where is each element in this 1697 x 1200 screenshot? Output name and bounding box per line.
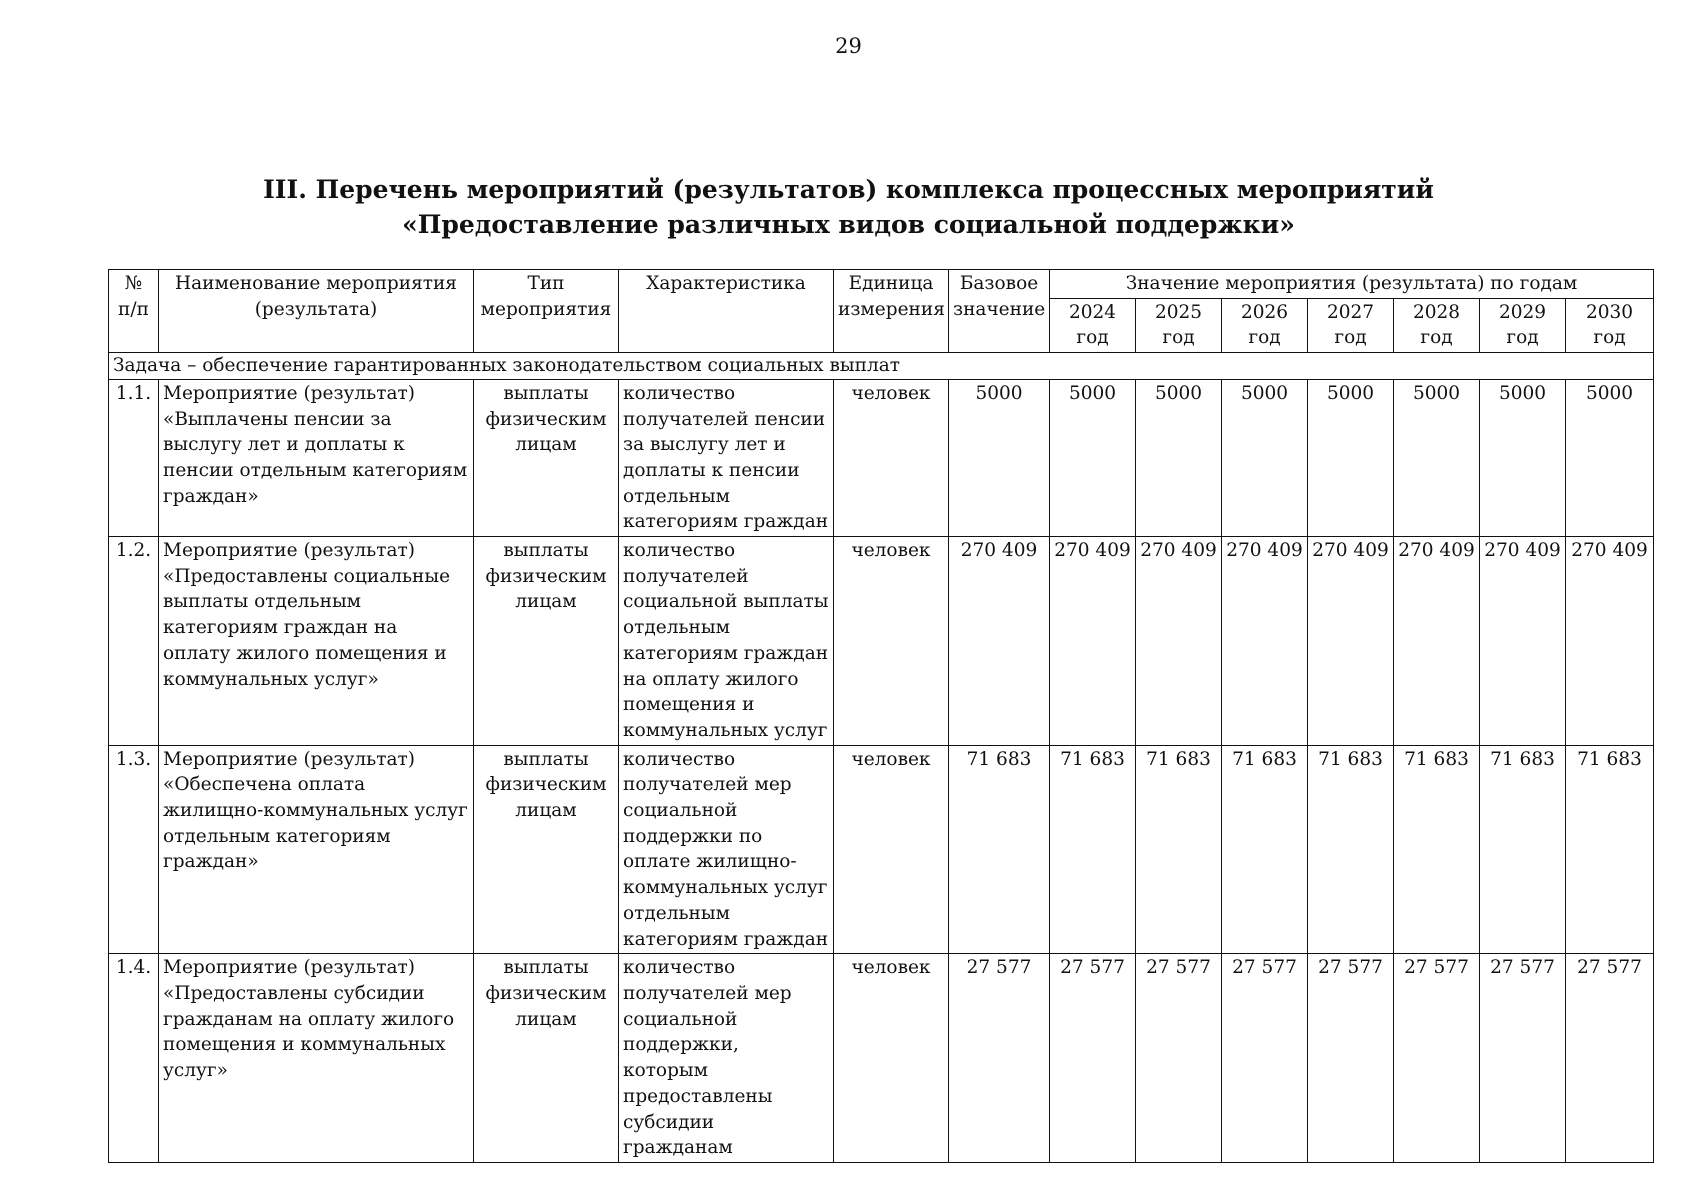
row-value-2025: 270 409 xyxy=(1136,537,1222,746)
row-value-2025: 27 577 xyxy=(1136,954,1222,1163)
row-value-2030: 5000 xyxy=(1566,379,1654,536)
row-value-2027: 71 683 xyxy=(1308,745,1394,954)
row-value-2028: 27 577 xyxy=(1394,954,1480,1163)
row-type: выплаты физическим лицам xyxy=(474,745,619,954)
row-num: 1.2. xyxy=(109,537,159,746)
row-name: Мероприятие (результат) «Предоставлены субсидии гражданам на оплату жилого помещения и коммунальных услуг» xyxy=(159,954,474,1163)
row-value-2026: 71 683 xyxy=(1222,745,1308,954)
title-line-1: III. Перечень мероприятий (результатов) комплекса процессных мероприятий xyxy=(263,175,1434,204)
header-type: Тип мероприятия xyxy=(474,270,619,353)
row-num: 1.1. xyxy=(109,379,159,536)
table-row xyxy=(109,379,1654,536)
task-text: Задача – обеспечение гарантированных законодательством социальных выплат xyxy=(109,353,1654,380)
row-value-2029: 71 683 xyxy=(1480,745,1566,954)
header-year: 2029 год xyxy=(1480,298,1566,352)
row-base: 71 683 xyxy=(949,745,1050,954)
row-value-2029: 270 409 xyxy=(1480,537,1566,746)
table-row xyxy=(109,954,1654,1163)
header-year: 2027 год xyxy=(1308,298,1394,352)
header-name: Наименование мероприятия (результата) xyxy=(159,270,474,353)
header-base: Базовое значение xyxy=(949,270,1050,353)
row-value-2026: 27 577 xyxy=(1222,954,1308,1163)
header-characteristic: Характеристика xyxy=(619,270,834,353)
row-value-2030: 71 683 xyxy=(1566,745,1654,954)
row-base: 27 577 xyxy=(949,954,1050,1163)
row-value-2024: 27 577 xyxy=(1050,954,1136,1163)
row-unit: человек xyxy=(834,954,949,1163)
table-row xyxy=(109,745,1654,954)
row-characteristic: количество получателей мер социальной поддержки, которым предоставлены субсидии гражданам xyxy=(619,954,834,1163)
header-year: 2026 год xyxy=(1222,298,1308,352)
row-name: Мероприятие (результат) «Обеспечена оплата жилищно-коммунальных услуг отдельным категориям граждан» xyxy=(159,745,474,954)
row-value-2024: 270 409 xyxy=(1050,537,1136,746)
header-year: 2025 год xyxy=(1136,298,1222,352)
header-row-1 xyxy=(109,270,1654,299)
row-characteristic: количество получателей социальной выплаты отдельным категориям граждан на оплату жилого помещения и коммунальных услуг xyxy=(619,537,834,746)
page-title xyxy=(0,172,1697,242)
row-num: 1.3. xyxy=(109,745,159,954)
row-value-2024: 71 683 xyxy=(1050,745,1136,954)
row-value-2030: 270 409 xyxy=(1566,537,1654,746)
row-value-2029: 5000 xyxy=(1480,379,1566,536)
row-value-2028: 71 683 xyxy=(1394,745,1480,954)
header-num: № п/п xyxy=(109,270,159,353)
task-row xyxy=(109,353,1654,380)
row-value-2029: 27 577 xyxy=(1480,954,1566,1163)
header-years-group: Значение мероприятия (результата) по годам xyxy=(1050,270,1654,299)
row-value-2026: 5000 xyxy=(1222,379,1308,536)
row-value-2030: 27 577 xyxy=(1566,954,1654,1163)
row-unit: человек xyxy=(834,745,949,954)
title-line-2: «Предоставление различных видов социальной поддержки» xyxy=(402,210,1295,239)
row-unit: человек xyxy=(834,537,949,746)
row-value-2027: 5000 xyxy=(1308,379,1394,536)
row-base: 5000 xyxy=(949,379,1050,536)
table-row xyxy=(109,537,1654,746)
row-base: 270 409 xyxy=(949,537,1050,746)
row-num: 1.4. xyxy=(109,954,159,1163)
row-value-2026: 270 409 xyxy=(1222,537,1308,746)
row-value-2028: 270 409 xyxy=(1394,537,1480,746)
row-unit: человек xyxy=(834,379,949,536)
row-characteristic: количество получателей пенсии за выслугу лет и доплаты к пенсии отдельным категориям граждан xyxy=(619,379,834,536)
row-characteristic: количество получателей мер социальной поддержки по оплате жилищно-коммунальных услуг отдельным категориям граждан xyxy=(619,745,834,954)
header-unit: Единица измерения xyxy=(834,270,949,353)
header-year: 2030 год xyxy=(1566,298,1654,352)
row-value-2027: 27 577 xyxy=(1308,954,1394,1163)
row-value-2025: 71 683 xyxy=(1136,745,1222,954)
row-value-2024: 5000 xyxy=(1050,379,1136,536)
header-year: 2028 год xyxy=(1394,298,1480,352)
row-name: Мероприятие (результат) «Предоставлены социальные выплаты отдельным категориям граждан на оплату жилого помещения и коммунальных услуг» xyxy=(159,537,474,746)
row-type: выплаты физическим лицам xyxy=(474,537,619,746)
row-type: выплаты физическим лицам xyxy=(474,379,619,536)
row-value-2025: 5000 xyxy=(1136,379,1222,536)
row-value-2027: 270 409 xyxy=(1308,537,1394,746)
row-value-2028: 5000 xyxy=(1394,379,1480,536)
measures-table xyxy=(108,269,1654,1163)
row-name: Мероприятие (результат) «Выплачены пенсии за выслугу лет и доплаты к пенсии отдельным категориям граждан» xyxy=(159,379,474,536)
header-year: 2024 год xyxy=(1050,298,1136,352)
row-type: выплаты физическим лицам xyxy=(474,954,619,1163)
page-number: 29 xyxy=(835,34,862,58)
